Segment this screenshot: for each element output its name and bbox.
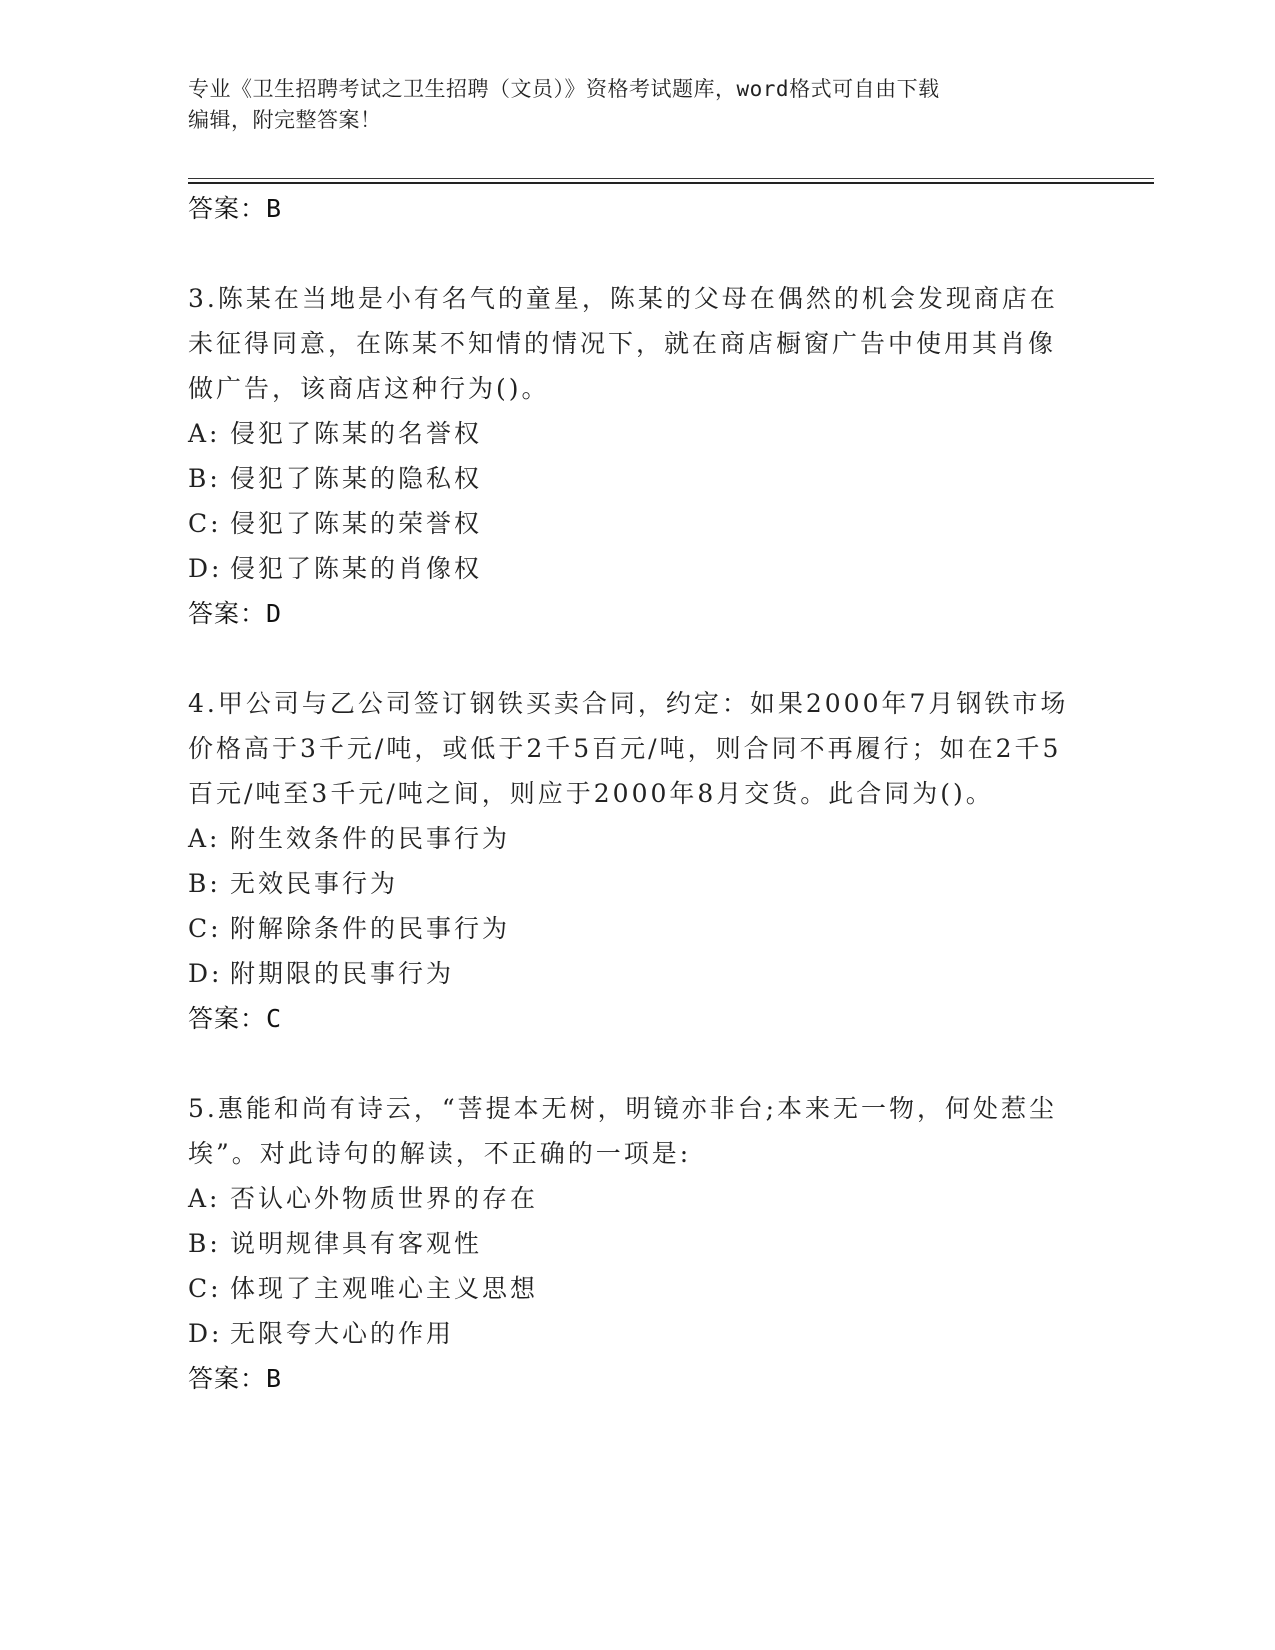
option-d <box>188 951 1078 996</box>
question-stem: 4.甲公司与乙公司签订钢铁买卖合同，约定：如果2000年7月钢铁市场价格高于3千元/吨，或低于2千5百元/吨，则合同不再履行；如在2千5百元/吨至3千元/吨之间，则应于2000年8月交货。此合同为()。 <box>188 689 1069 808</box>
option-text: 附期限的民事行为 <box>230 959 455 988</box>
option-letter: D: <box>188 959 223 988</box>
option-text: 无效民事行为 <box>230 869 399 898</box>
option-a <box>188 816 1078 861</box>
option-d <box>188 1311 1078 1356</box>
option-b <box>188 456 1078 501</box>
option-d <box>188 546 1078 591</box>
option-letter: B: <box>188 464 221 493</box>
option-letter: C: <box>188 509 222 538</box>
answer-line: 答案：C <box>188 1004 283 1033</box>
option-c <box>188 906 1078 951</box>
answer-line: 答案：B <box>188 1364 283 1393</box>
option-b <box>188 861 1078 906</box>
option-text: 附生效条件的民事行为 <box>230 824 511 853</box>
question-stem: 5.惠能和尚有诗云，“菩提本无树，明镜亦非台;本来无一物，何处惹尘埃”。对此诗句的解读，不正确的一项是: <box>188 1094 1058 1168</box>
option-text: 侵犯了陈某的肖像权 <box>230 554 483 583</box>
question-3 <box>188 276 1078 637</box>
option-letter: B: <box>188 869 221 898</box>
option-a <box>188 411 1078 456</box>
option-letter: A: <box>188 419 221 448</box>
option-c <box>188 501 1078 546</box>
header-divider-thin <box>188 178 1154 179</box>
option-letter: A: <box>188 824 221 853</box>
option-letter: D: <box>188 554 223 583</box>
option-text: 侵犯了陈某的名誉权 <box>230 419 483 448</box>
option-b <box>188 1221 1078 1266</box>
option-text: 否认心外物质世界的存在 <box>230 1184 539 1213</box>
question-4 <box>188 681 1078 1042</box>
option-text: 说明规律具有客观性 <box>230 1229 483 1258</box>
option-a <box>188 1176 1078 1221</box>
option-text: 侵犯了陈某的荣誉权 <box>230 509 483 538</box>
option-text: 侵犯了陈某的隐私权 <box>230 464 483 493</box>
answer-line: 答案：D <box>188 599 283 628</box>
option-letter: A: <box>188 1184 221 1213</box>
header-line-2: 编辑，附完整答案！ <box>188 108 382 132</box>
option-text: 无限夸大心的作用 <box>230 1319 455 1348</box>
option-text: 附解除条件的民事行为 <box>230 914 511 943</box>
header-divider-thick <box>188 182 1154 184</box>
document-header <box>188 74 1068 136</box>
question-list <box>188 186 1078 1402</box>
option-text: 体现了主观唯心主义思想 <box>230 1274 539 1303</box>
previous-answer: 答案：B <box>188 194 283 223</box>
option-letter: B: <box>188 1229 221 1258</box>
option-letter: C: <box>188 1274 222 1303</box>
option-c <box>188 1266 1078 1311</box>
question-5 <box>188 1086 1078 1402</box>
option-letter: C: <box>188 914 222 943</box>
option-letter: D: <box>188 1319 223 1348</box>
question-stem: 3.陈某在当地是小有名气的童星，陈某的父母在偶然的机会发现商店在未征得同意，在陈某不知情的情况下，就在商店橱窗广告中使用其肖像做广告，该商店这种行为()。 <box>188 284 1058 403</box>
header-line-1: 专业《卫生招聘考试之卫生招聘（文员）》资格考试题库，word格式可自由下载 <box>188 77 940 101</box>
